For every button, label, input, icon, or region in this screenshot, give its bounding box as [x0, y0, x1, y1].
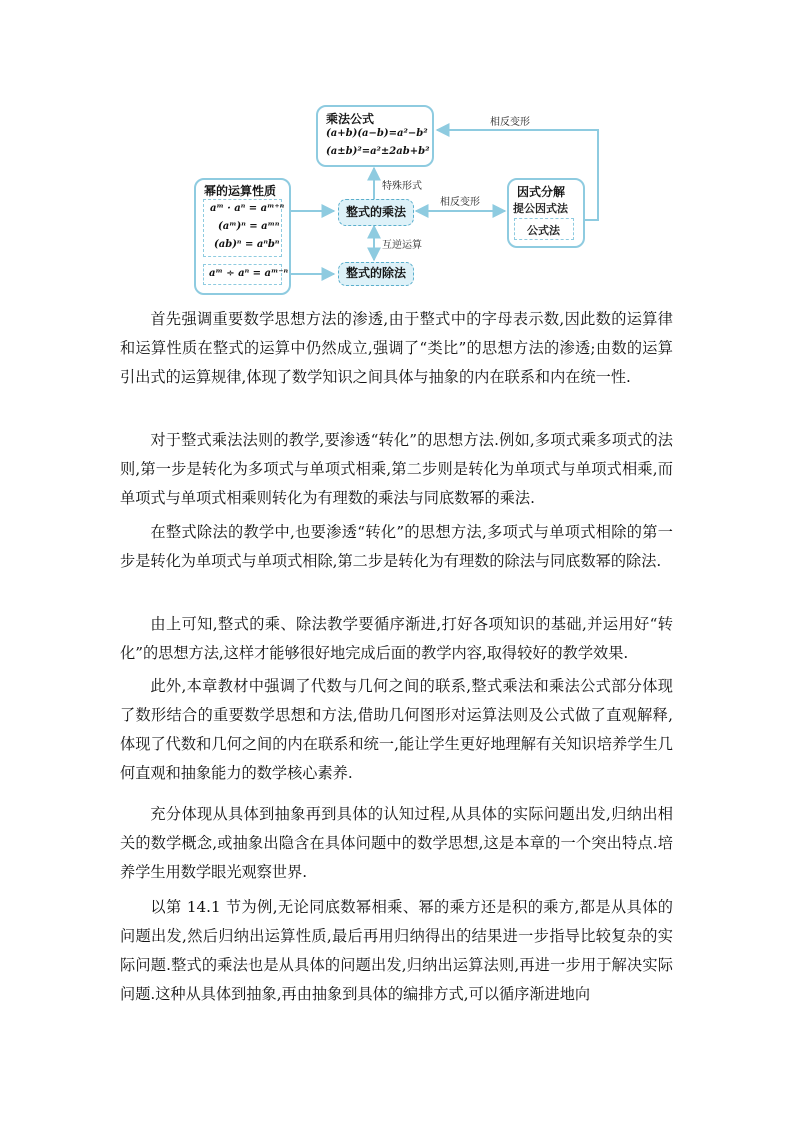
label-reciprocal-operation: 互逆运算	[382, 240, 422, 251]
formula-quotient-of-powers: aᵐ ÷ aⁿ = aᵐ⁻ⁿ	[209, 268, 289, 279]
label-inverse-transform-middle: 相反变形	[440, 197, 480, 208]
paragraph-7: 以第 14.1 节为例,无论同底数幂相乘、幂的乘方还是积的乘方,都是从具体的问题出发,然后归纳出运算性质,最后再用归纳得出的结果进一步指导比较复杂的实际问题.整式的乘法也是从具体的问题出发,归纳出运算法则,再进一步用于解决实际问题.这种从具体到抽象,再由抽象到具体的编排方式,可以循序渐进地向	[120, 898, 673, 1003]
label-special-form: 特殊形式	[382, 181, 422, 192]
paragraph-4: 由上可知,整式的乘、除法教学要循序渐进,打好各项知识的基础,并运用好“转化”的思想方法,这样才能够很好地完成后面的教学内容,取得较好的教学效果.	[120, 615, 673, 662]
paragraph-5: 此外,本章教材中强调了代数与几何之间的联系,整式乘法和乘法公式部分体现了数形结合的重要数学思想和方法,借助几何图形对运算法则及公式做了直观解释,体现了代数和几何之间的内在联系和统一,能让学生更好地理解有关知识培养学生几何直观和抽象能力的数学核心素养.	[120, 677, 673, 782]
formula-difference-of-squares: (a+b)(a−b)=a²−b²	[326, 128, 428, 139]
paragraph-2: 对于整式乘法法则的教学,要渗透“转化”的思想方法.例如,多项式乘多项式的法则,第一步是转化为多项式与单项式相乘,第二步则是转化为单项式与单项式相乘,而单项式与单项式相乘则转化为有理数的乘法与同底数幂的乘法.	[120, 431, 673, 507]
power-properties-title: 幂的运算性质	[204, 184, 277, 198]
paragraph-3: 在整式除法的教学中,也要渗透“转化”的思想方法,多项式与单项式相除的第一步是转化为单项式与单项式相除,第二步是转化为有理数的除法与同底数幂的除法.	[120, 523, 673, 570]
formula-product-of-powers: aᵐ · aⁿ = aᵐ⁺ⁿ	[210, 203, 285, 214]
label-inverse-transform-top: 相反变形	[490, 117, 530, 128]
method-formula: 公式法	[527, 224, 560, 237]
formula-perfect-square: (a±b)²=a²±2ab+b²	[326, 146, 430, 157]
knowledge-structure-diagram	[0, 0, 794, 300]
formula-power-of-product: (ab)ⁿ = aⁿbⁿ	[214, 239, 280, 250]
factorization-title: 因式分解	[517, 185, 566, 199]
polynomial-multiplication-node: 整式的乘法	[338, 199, 414, 226]
paragraph-6: 充分体现从具体到抽象再到具体的认知过程,从具体的实际问题出发,归纳出相关的数学概念,或抽象出隐含在具体问题中的数学思想,这是本章的一个突出特点.培养学生用数学眼光观察世界.	[120, 805, 673, 881]
paragraph-1: 首先强调重要数学思想方法的渗透,由于整式中的字母表示数,因此数的运算律和运算性质在整式的运算中仍然成立,强调了“类比”的思想方法的渗透;由数的运算引出式的运算规律,体现了数学知识之间具体与抽象的内在联系和内在统一性.	[120, 310, 673, 386]
multiplication-formula-title: 乘法公式	[326, 112, 375, 126]
polynomial-division-node: 整式的除法	[338, 262, 414, 286]
method-common-factor: 提公因式法	[513, 202, 568, 215]
formula-power-of-power: (aᵐ)ⁿ = aᵐⁿ	[218, 221, 280, 232]
